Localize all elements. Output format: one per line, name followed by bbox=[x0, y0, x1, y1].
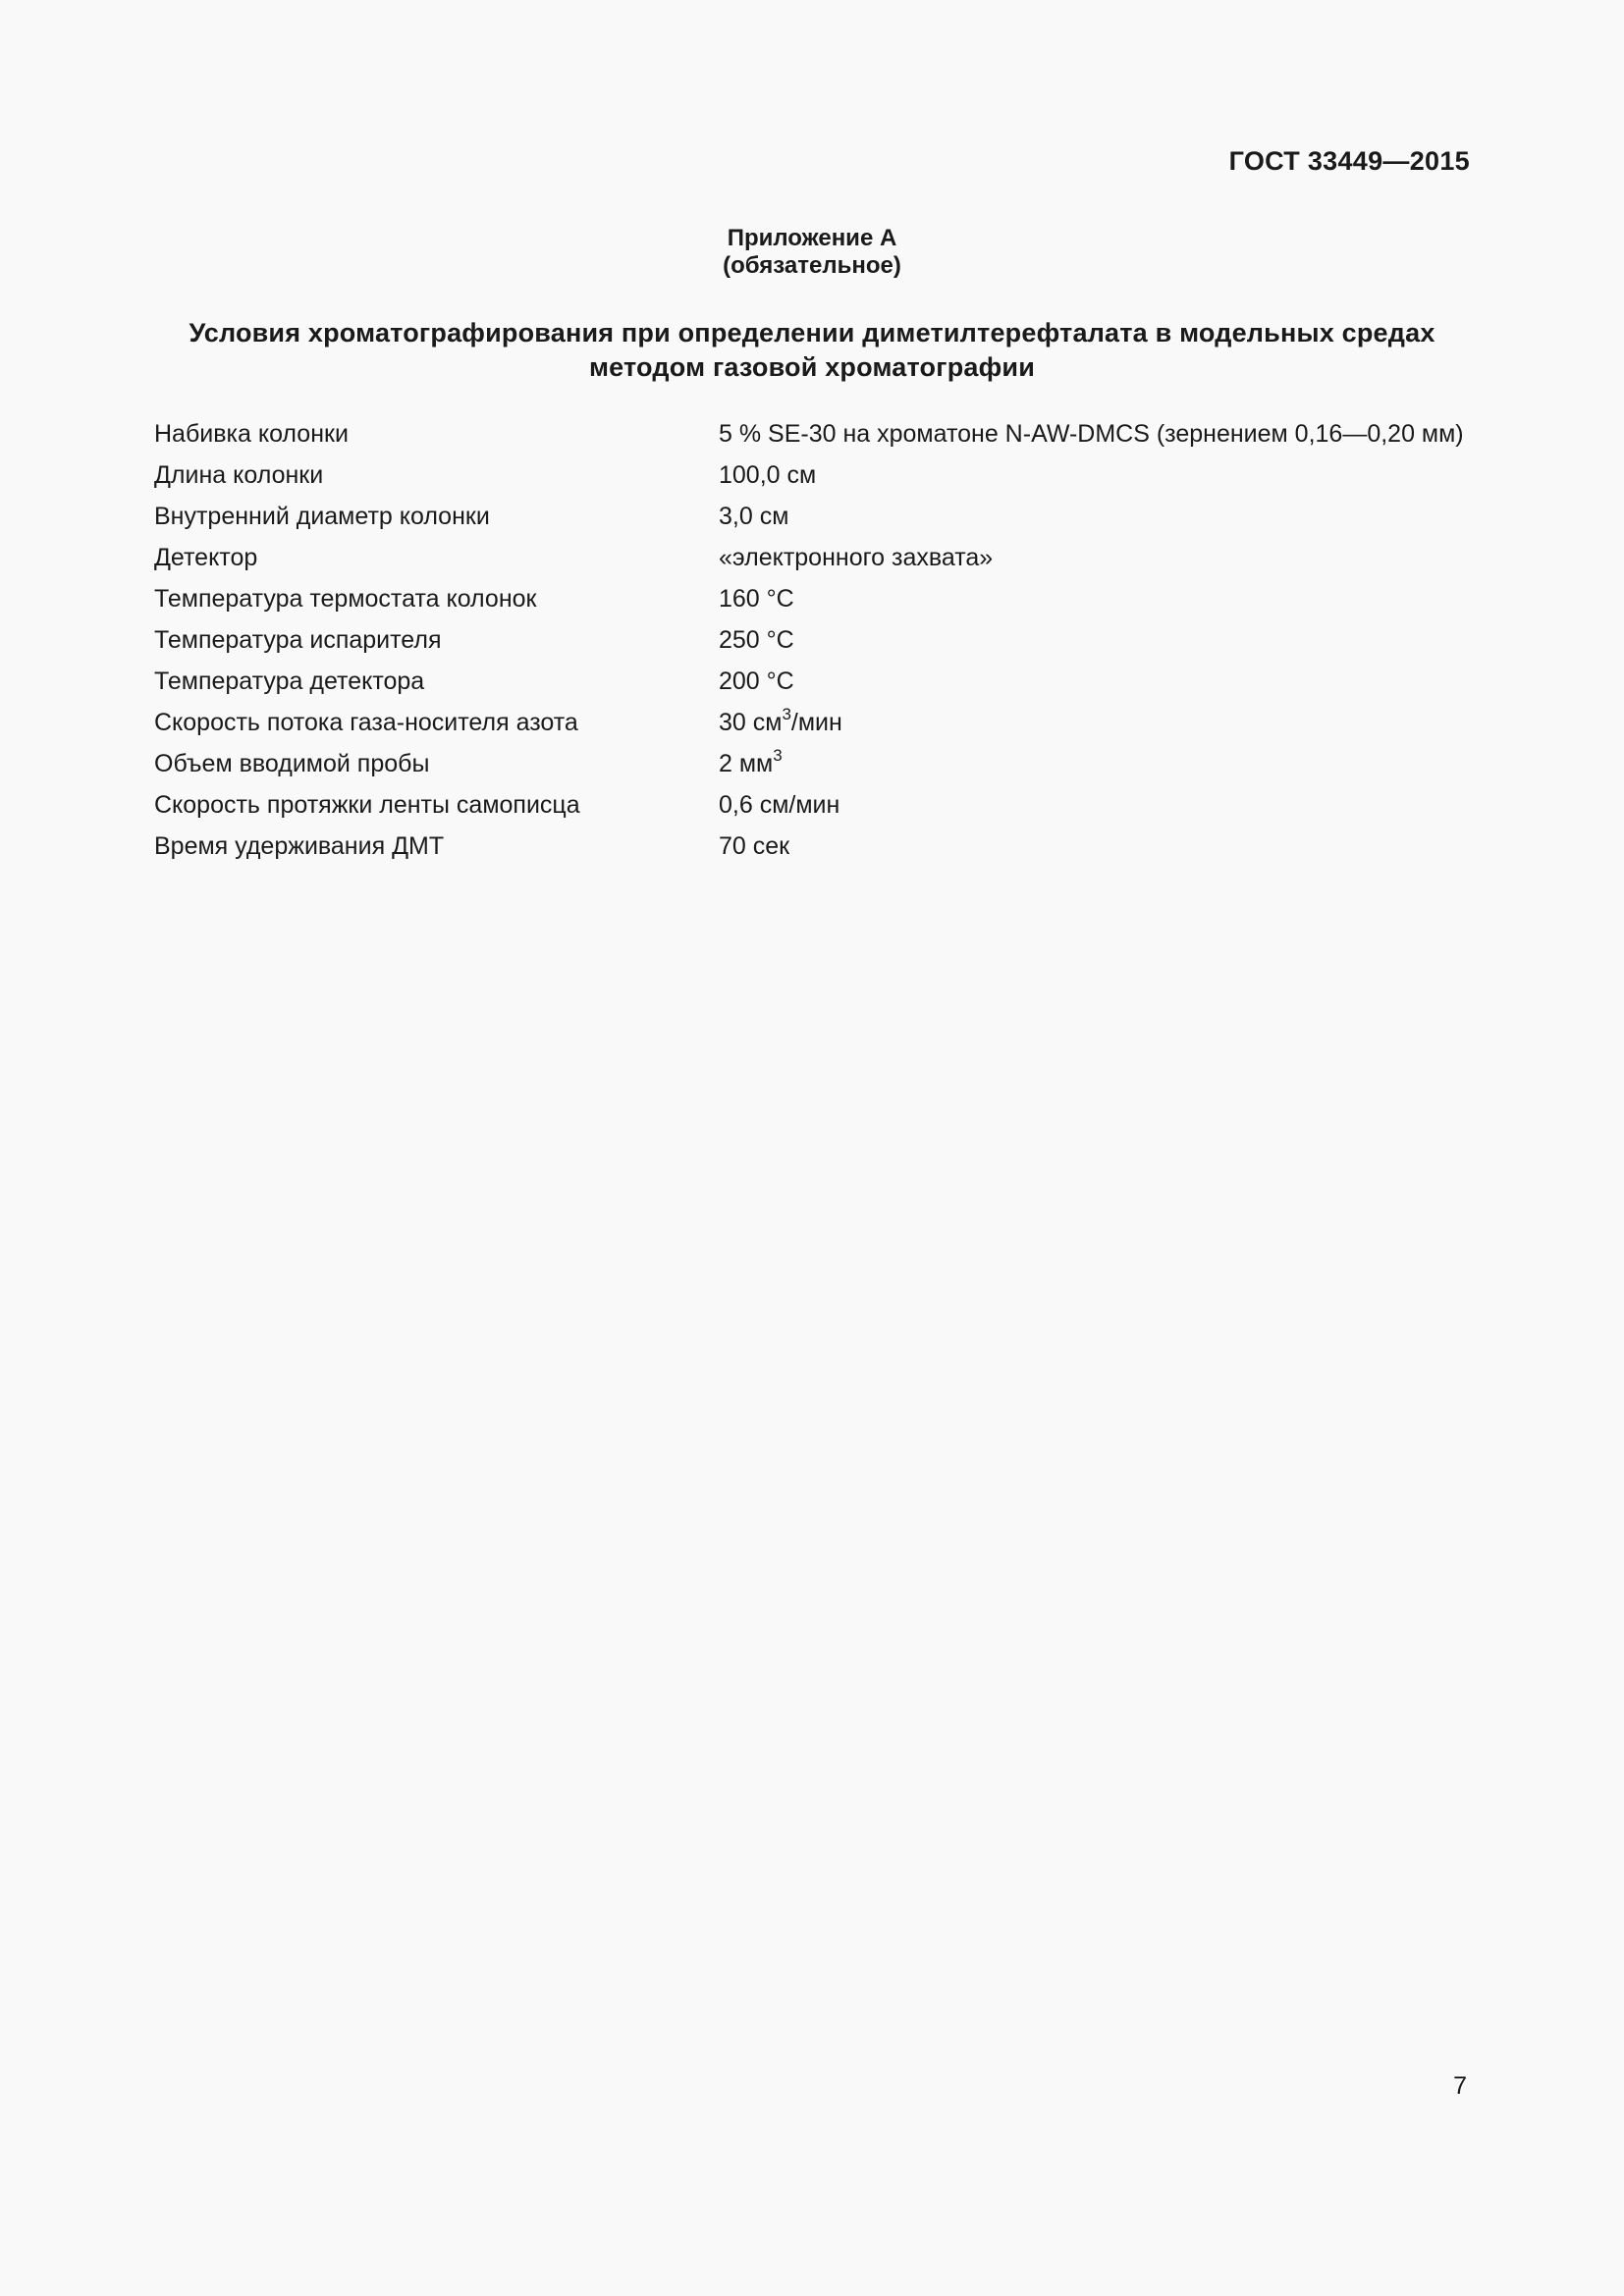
parameter-value: 3,0 см bbox=[719, 503, 789, 530]
parameter-value: 2 $мм^3$ bbox=[719, 745, 783, 777]
parameter-value: 30 $см^3$/мин bbox=[719, 704, 842, 736]
section-title-line-2: методом газовой хроматографии bbox=[588, 352, 1036, 382]
parameter-name: Температура испарителя bbox=[154, 626, 442, 654]
parameter-row bbox=[154, 787, 1489, 828]
parameter-name: Объем вводимой пробы bbox=[154, 750, 430, 777]
parameter-value: 5 % SE-30 на хроматоне N-AW-DMCS (зернением 0,16—0,20 мм) bbox=[719, 420, 1464, 448]
parameter-name: Внутренний диаметр колонки bbox=[154, 503, 490, 530]
parameter-value: 70 сек bbox=[719, 832, 790, 860]
parameter-row bbox=[154, 581, 1489, 622]
parameter-name: Скорость потока газа-носителя азота bbox=[154, 709, 578, 736]
parameter-row bbox=[154, 540, 1489, 581]
page-number: 7 bbox=[1453, 2072, 1467, 2100]
parameter-value: «электронного захвата» bbox=[719, 544, 994, 571]
section-title-line-1: Условия хроматографирования при определении диметилтерефталата в модельных средах bbox=[189, 318, 1435, 347]
parameter-name: Температура детектора bbox=[154, 667, 425, 695]
parameter-name: Длина колонки bbox=[154, 461, 324, 489]
section-title bbox=[0, 316, 1624, 385]
parameter-value: 250 °С bbox=[719, 626, 794, 654]
parameter-row bbox=[154, 746, 1489, 787]
appendix-status: (обязательное) bbox=[723, 252, 901, 279]
parameter-value: 160 °С bbox=[719, 585, 794, 613]
parameter-name: Детектор bbox=[154, 544, 258, 571]
parameter-row bbox=[154, 828, 1489, 870]
parameter-row bbox=[154, 622, 1489, 664]
parameter-value: 0,6 см/мин bbox=[719, 791, 840, 819]
appendix-label: Приложение А bbox=[727, 225, 897, 251]
parameters-list bbox=[154, 416, 1489, 870]
document-code: ГОСТ 33449—2015 bbox=[1228, 146, 1470, 176]
parameter-name: Время удерживания ДМТ bbox=[154, 832, 445, 860]
parameter-row bbox=[154, 416, 1489, 457]
parameter-value: 100,0 см bbox=[719, 461, 817, 489]
parameter-name: Набивка колонки bbox=[154, 420, 349, 448]
parameter-row bbox=[154, 705, 1489, 746]
parameter-value: 200 °С bbox=[719, 667, 794, 695]
parameter-row bbox=[154, 457, 1489, 499]
parameter-row bbox=[154, 664, 1489, 705]
parameter-row bbox=[154, 499, 1489, 540]
appendix-heading bbox=[0, 225, 1624, 280]
parameter-name: Скорость протяжки ленты самописца bbox=[154, 791, 580, 819]
parameter-name: Температура термостата колонок bbox=[154, 585, 537, 613]
